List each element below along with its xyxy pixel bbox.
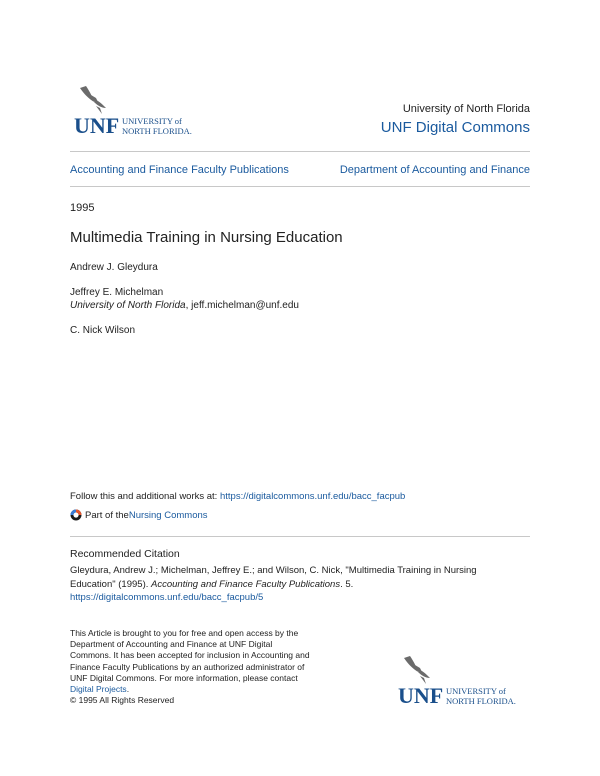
citation-heading: Recommended Citation — [70, 548, 180, 560]
repository-header — [381, 103, 530, 136]
collection-link[interactable]: Accounting and Finance Faculty Publications — [70, 164, 289, 176]
department-link[interactable]: Department of Accounting and Finance — [339, 164, 530, 176]
author-name: Andrew J. Gleydura — [70, 262, 158, 273]
logo-text-line2: NORTH FLORIDA. — [122, 126, 192, 136]
citation-line1: Gleydura, Andrew J.; Michelman, Jeffrey E.; and Wilson, C. Nick, "Multimedia Training in Nursing — [70, 565, 477, 576]
author-email: jeff.michelman@unf.edu — [191, 300, 299, 311]
author-entry — [70, 262, 299, 273]
logo-text-line1: UNIVERSITY of — [446, 686, 506, 696]
follow-prefix: Follow this and additional works at: — [70, 491, 220, 502]
copyright-text: © 1995 All Rights Reserved — [70, 695, 175, 706]
citation-series: Accounting and Finance Faculty Publications — [151, 578, 341, 590]
access-notice: This Article is brought to you for free and open access by the Department of Accounting and Finance at UNF Digital Commons. It has been accepted for inclusion in Accounting and Finance Faculty Publications by an authorized administrator of UNF Digital Commons. For more information, please contact Digital Projects. © 1995 All Rights Reserved — [70, 628, 310, 706]
logo-abbrev: UNF — [74, 113, 120, 138]
discipline-link[interactable]: Nursing Commons — [128, 509, 208, 521]
part-of-line — [70, 509, 208, 521]
osprey-icon — [80, 86, 106, 114]
citation-url[interactable]: https://digitalcommons.unf.edu/bacc_facpub/5 — [70, 592, 264, 603]
divider — [70, 151, 530, 152]
unf-logo — [396, 654, 530, 708]
digital-commons-link[interactable]: UNF Digital Commons — [380, 119, 530, 136]
contact-link[interactable]: Digital Projects — [70, 684, 127, 695]
author-entry — [70, 287, 299, 311]
author-list — [70, 262, 299, 350]
osprey-icon — [404, 656, 430, 684]
citation-line2: Education" (1995). — [70, 578, 152, 590]
unf-logo — [72, 84, 206, 138]
logo-text-line2: NORTH FLORIDA. — [446, 696, 516, 706]
divider — [70, 536, 530, 537]
citation-text: Gleydura, Andrew J.; Michelman, Jeffrey E.; and Wilson, C. Nick, "Multimedia Training in Nursing Education" (1995). Accounting and Finance Faculty Publications. 5. https://digitalcommons.unf.edu/bacc_facpub/5 — [70, 565, 477, 603]
logo-abbrev: UNF — [398, 683, 444, 708]
follow-line — [70, 491, 405, 502]
article-title: Multimedia Training in Nursing Education — [70, 229, 343, 246]
notice-text: This Article is brought to you for free and open access by the Department of Accounting and Finance at UNF Digital Commons. It has been accepted for inclusion in Accounting and Finance Faculty Publications by an authorized administrator of UNF Digital Commons. For more information, please contact — [70, 628, 310, 683]
logo-text-line1: UNIVERSITY of — [122, 116, 182, 126]
partof-prefix: Part of the — [85, 509, 129, 521]
university-name: University of North Florida — [402, 103, 530, 115]
author-name: Jeffrey E. Michelman — [70, 287, 164, 298]
author-affiliation: University of North Florida, jeff.michelman@unf.edu — [70, 300, 299, 311]
divider — [70, 186, 530, 187]
author-entry — [70, 325, 299, 336]
publication-year: 1995 — [70, 202, 95, 214]
follow-url[interactable]: https://digitalcommons.unf.edu/bacc_facpub — [219, 491, 406, 502]
author-name: C. Nick Wilson — [70, 325, 136, 336]
network-icon — [70, 509, 82, 521]
